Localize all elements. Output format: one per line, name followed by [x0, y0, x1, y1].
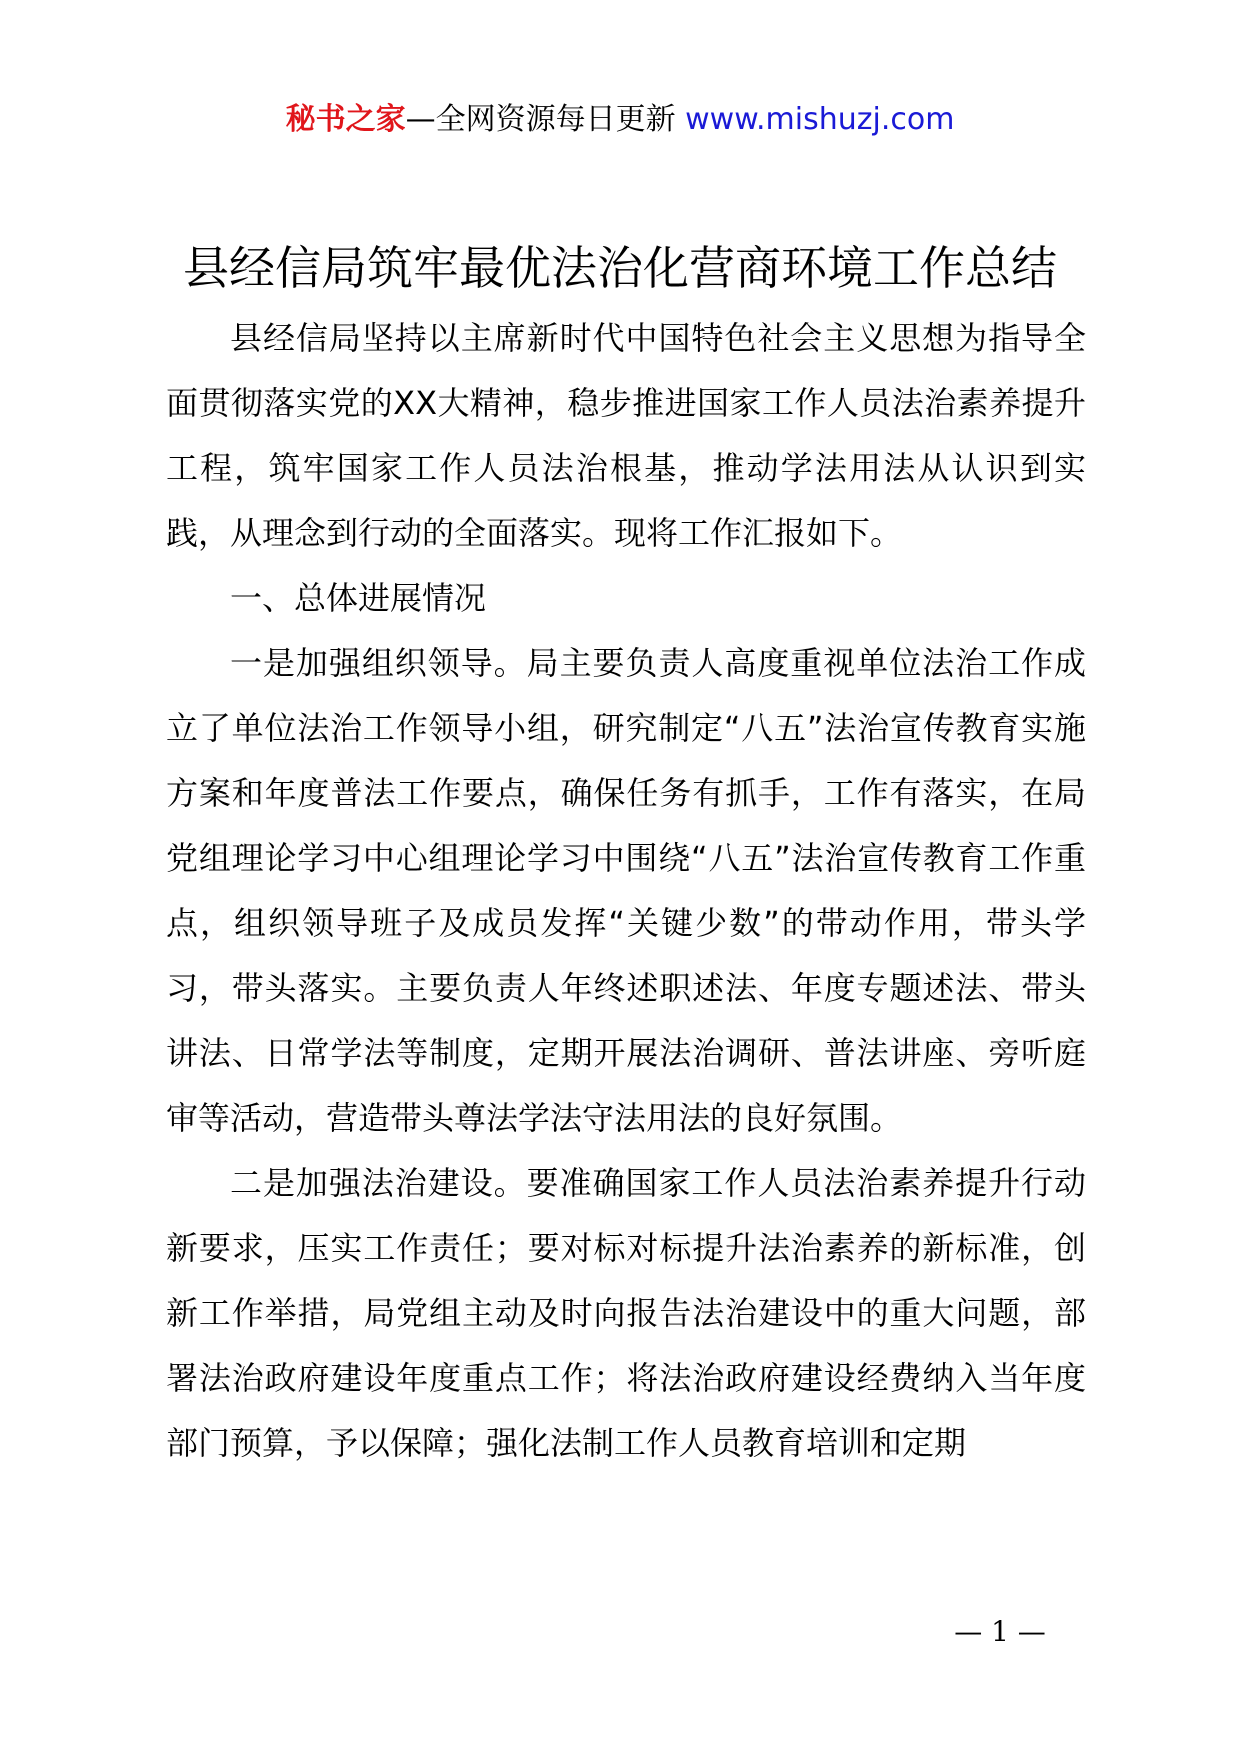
site-url-link[interactable]: www.mishuzj.com	[685, 102, 955, 137]
paragraph-legal-construction: 二是加强法治建设。要准确国家工作人员法治素养提升行动新要求，压实工作责任；要对标对标提升法治素养的新标准，创新工作举措，局党组主动及时向报告法治建设中的重大问题，部署法治政府建设年度重点工作；将法治政府建设经费纳入当年度部门预算，予以保障；强化法制工作人员教育培训和定期	[166, 1164, 1086, 1462]
document-body	[166, 306, 1086, 1476]
site-brand: 秘书之家	[285, 102, 406, 137]
site-header	[0, 100, 1240, 140]
paragraph-organization: 一是加强组织领导。局主要负责人高度重视单位法治工作成立了单位法治工作领导小组，研究制定“八五”法治宣传教育实施方案和年度普法工作要点，确保任务有抓手，工作有落实，在局党组理论学习中心组理论学习中围绕“八五”法治宣传教育工作重点，组织领导班子及成员发挥“关键少数”的带动作用，带头学习，带头落实。主要负责人年终述职述法、年度专题述法、带头讲法、日常学法等制度，定期开展法治调研、普法讲座、旁听庭审等活动，营造带头尊法学法守法用法的良好氛围。	[166, 644, 1086, 1137]
site-tagline: —全网资源每日更新	[405, 102, 686, 137]
paragraph-intro: 县经信局坚持以主席新时代中国特色社会主义思想为指导全面贯彻落实党的XX大精神，稳步推进国家工作人员法治素养提升工程，筑牢国家工作人员法治根基，推动学法用法从认识到实践，从理念到行动的全面落实。现将工作汇报如下。	[166, 319, 1086, 552]
document-title: 县经信局筑牢最优法治化营商环境工作总结	[183, 241, 1057, 295]
page-number: — 1 —	[954, 1615, 1046, 1648]
section-heading: 一、总体进展情况	[230, 579, 487, 617]
